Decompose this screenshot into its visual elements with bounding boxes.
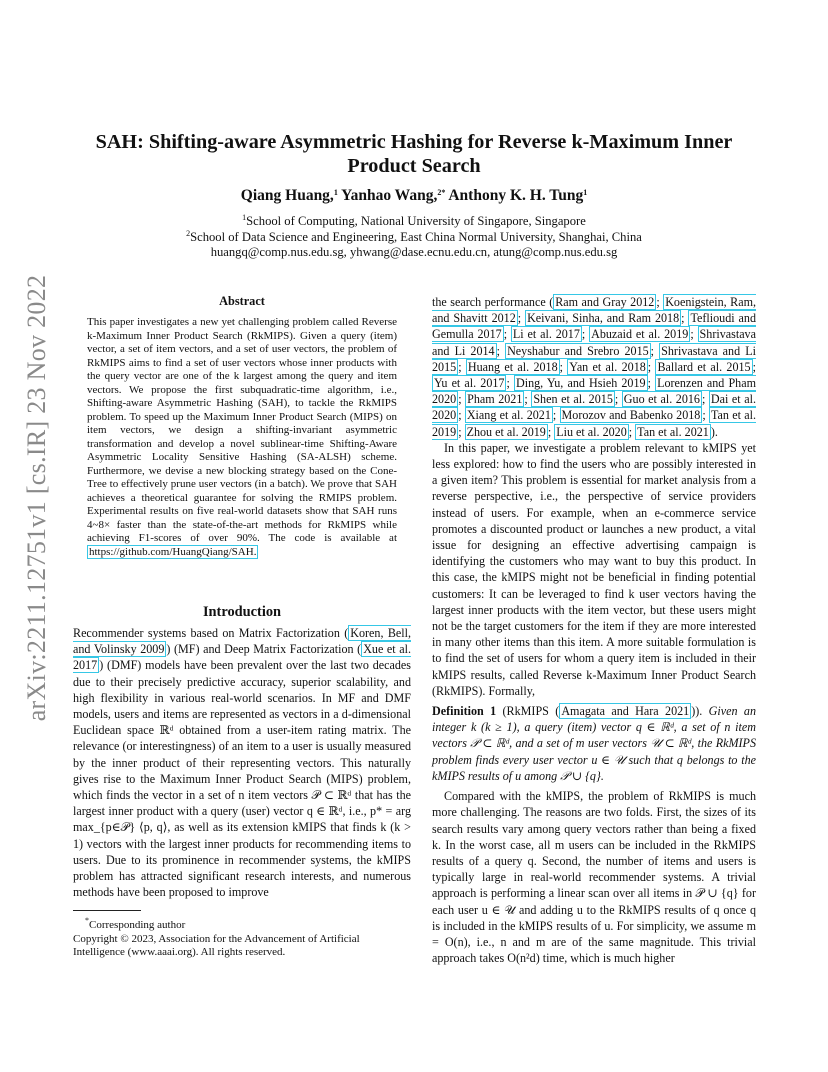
citation-link[interactable]: Shen et al. 2015 bbox=[533, 392, 613, 407]
footnote-rule bbox=[73, 910, 141, 911]
citation-link[interactable]: Morozov and Babenko 2018 bbox=[561, 408, 701, 423]
related-work-paragraph: the search performance ( Ram and Gray 2012 ; Koenigstein, Ram, and Shavitt 2012 ; Keivani, Sinha, and Ram 2018 ; Teflioudi and Gemulla 2017 ; Li et al. 2017 ; Abuzaid et al. 2019 ; Shrivastava and Li 2014 ; Neyshabur and Srebro 2015 ; Shrivastava and Li 2015 ; Huang et al. 2018 ; Yan et al. 2018 ; Ballard et al. 2015 ; Yu et al. 2017 ; Ding, Yu, and Hsieh 2019 ; Lorenzen and Pham 2020 ; Pham 2021 ; Shen et al. 2015 ; Guo et al. 2016 ; Dai et al. 2020 ; Xiang et al. 2021 ; Morozov and Babenko 2018 ; Tan et al. 2019 ; Zhou et al. 2019 ; Liu et al. 2020 ; Tan et al. 2021 ). bbox=[432, 295, 756, 439]
citation-link[interactable]: Guo et al. 2016 bbox=[623, 392, 700, 407]
citation-link[interactable]: Lorenzen and Pham 2020 bbox=[432, 376, 756, 407]
citation-link[interactable]: Yu et al. 2017 bbox=[434, 376, 505, 391]
paper-title: SAH: Shifting-aware Asymmetric Hashing for Reverse k-Maximum Inner Product Search bbox=[95, 131, 733, 177]
author-list: Qiang Huang,$^1$ Yanhao Wang,$^{2*}$ Anthony K. H. Tung$^1$ bbox=[240, 187, 588, 204]
citation-link[interactable]: Pham 2021 bbox=[467, 392, 523, 407]
author-2: Yanhao Wang, bbox=[341, 187, 438, 204]
citation-link[interactable]: Zhou et al. 2019 bbox=[466, 424, 546, 439]
citation-link[interactable]: Ding, Yu, and Hsieh 2019 bbox=[515, 376, 646, 391]
citation-link[interactable]: Shrivastava and Li 2014 bbox=[432, 327, 756, 358]
citation-link[interactable]: Dai et al. 2020 bbox=[432, 392, 756, 423]
citation-link[interactable]: Xue et al. 2017 bbox=[73, 642, 411, 673]
author-1: Qiang Huang, bbox=[240, 187, 334, 204]
right-column bbox=[432, 294, 756, 966]
abstract-body: This paper investigates a new yet challenging problem called Reverse k-Maximum Inner Product Search (RkMIPS). Given a query (item) vector, a set of item vectors, and a set of user vectors, the problem of RkMIPS aims to find a set of user vectors whose inner products with the query vector are one of the k largest among the query and item vectors. We propose the first subquadratic-time algorithm, i.e., Shifting-aware Asymmetric Hashing (SAH), to tackle the RkMIPS problem. To speed up the Maximum Inner Product Search (MIPS) on item vectors, we design a shifting-invariant asymmetric transformation and develop a novel sublinear-time Shifting-Aware Asymmetric Locality Sensitive Hashing (SA-ALSH) scheme. Furthermore, we devise a new blocking strategy based on the Cone-Tree to effectively prune user vectors (in a batch). We prove that SAH achieves a theoretical guarantee for solving the RMIPS problem. Experimental results on five real-world datasets show that SAH runs 4~8× faster than the state-of-the-art methods for RkMIPS while achieving F1-scores of over 90%. The code is available at https://github.com/HuangQiang/SAH. bbox=[87, 316, 397, 558]
citation-link[interactable]: Ram and Gray 2012 bbox=[555, 295, 655, 309]
citation-link[interactable]: Huang et al. 2018 bbox=[467, 359, 558, 374]
citation-link[interactable]: Koenigstein, Ram, and Shavitt 2012 bbox=[432, 295, 756, 326]
problem-paragraph: In this paper, we investigate a problem relevant to kMIPS yet less explored: how to find the users who are possibly interested in a given item? This problem is essential for market analysis from a reverse perspective, i.e., the perspective of service providers instead of users. For example, when an e-commerce service promotes a discounted product or launches a new product, a vital issue for designing an effective advertising campaign is identifying the customers who may want to buy this product. In this case, the kMIPS might not be beneficial in finding potential customers: It can be leveraged to find k user vectors having the largest inner products with the item vector, but these users might not be the target customers for the item if they are more interested in many other items than this item. A more suitable formulation is to find the set of users for whom a query item is included in their kMIPS results, called Reverse k-Maximum Inner Product Search (RkMIPS). Formally, bbox=[432, 440, 756, 698]
citation-link[interactable]: Yan et al. 2018 bbox=[569, 359, 646, 374]
citation-link[interactable]: Abuzaid et al. 2019 bbox=[591, 327, 689, 342]
affiliation-2: $^2$School of Data Science and Engineering, East China Normal University, Shanghai, China bbox=[186, 229, 642, 244]
code-link[interactable]: https://github.com/HuangQiang/SAH. bbox=[89, 545, 257, 558]
abstract-heading: Abstract bbox=[219, 294, 265, 308]
citation-link[interactable]: Xiang et al. 2021 bbox=[466, 408, 551, 423]
citation-link[interactable]: Li et al. 2017 bbox=[512, 327, 580, 342]
affiliation-1: $^1$School of Computing, National University of Singapore, Singapore bbox=[242, 213, 586, 228]
citation-link[interactable]: Tan et al. 2019 bbox=[432, 408, 756, 439]
citation-link[interactable]: Shrivastava and Li 2015 bbox=[432, 343, 756, 374]
citation-link[interactable]: Neyshabur and Srebro 2015 bbox=[507, 343, 649, 358]
definition-1: Definition 1 (RkMIPS ( Amagata and Hara 2021 )). Given an integer k (k ≥ 1), a query (item) vector q ∈ ℝᵈ, a set of n item vectors 𝒫 ⊂ ℝᵈ, and a set of m user vectors 𝒰 ⊂ ℝᵈ, the RkMIPS problem finds every user vector u ∈ 𝒰 such that q belongs to the kMIPS results of u among 𝒫 ∪ {q}. bbox=[432, 704, 757, 783]
citation-link[interactable]: Keivani, Sinha, and Ram 2018 bbox=[527, 311, 680, 326]
intro-paragraph: Recommender systems based on Matrix Factorization ( Koren, Bell, and Volinsky 2009 ) (MF) and Deep Matrix Factorization ( Xue et al. 2017 ) (DMF) models have been prevalent over the last two decades due to their precisely predictive accuracy, superior scalability, and high flexibility in various real-world scenarios. In MF and DMF models, users and items are represented as vectors in a d-dimensional Euclidean space ℝᵈ obtained from a user-item rating matrix. The relevance (or interestingness) of an item to a user is usually measured by the inner product of their representing vectors. This naturally gives rise to the Maximum Inner Product Search (MIPS) problem, which finds the vector in a set of n item vectors 𝒫 ⊂ ℝᵈ that has the largest inner product with a query (user) vector q ∈ ℝᵈ, i.e., p* = arg max_{p∈𝒫} ⟨p, q⟩, as well as its extension kMIPS that finds k (k > 1) vectors with the largest inner products for recommending items to users. Due to its prominence in recommender systems, the kMIPS problem has attracted significant research interests, and numerous methods have been proposed to improve bbox=[73, 626, 411, 900]
citation-link[interactable]: Koren, Bell, and Volinsky 2009 bbox=[73, 626, 411, 657]
introduction-heading: Introduction bbox=[202, 604, 282, 620]
arxiv-stamp: arXiv:2211.12751v1 [cs.IR] 23 Nov 2022 bbox=[22, 274, 51, 722]
citation-link[interactable]: Tan et al. 2021 bbox=[637, 424, 709, 439]
author-emails: huangq@comp.nus.edu.sg, yhwang@dase.ecnu.edu.cn, atung@comp.nus.edu.sg bbox=[210, 245, 618, 259]
citation-link[interactable]: Teflioudi and Gemulla 2017 bbox=[432, 311, 756, 342]
citation-link[interactable]: Liu et al. 2020 bbox=[556, 424, 627, 439]
author-3: Anthony K. H. Tung bbox=[448, 187, 584, 204]
challenge-paragraph: Compared with the kMIPS, the problem of RkMIPS is much more challenging. The reasons are two folds. First, the sizes of its search results vary among query vectors rather than being a fixed k. In the worst case, all m users can be included in the RkMIPS results of a query q. Second, the number of items and users is typically large in real-world recommender systems. A trivial approach is performing a linear scan over all items in 𝒫 ∪ {q} for each user u ∈ 𝒰 and adding u to the RkMIPS results of q once q is included in the kMIPS results of u. For simplicity, we assume m = O(n), i.e., n and m are of the same magnitude. This trivial approach takes O(n²d) time, which is much higher bbox=[432, 789, 756, 966]
footnote: *Corresponding author Copyright © 2023, Association for the Advancement of Artificial Intelligence (www.aaai.org). All rights reserved. bbox=[73, 916, 360, 958]
citation-link[interactable]: Amagata and Hara 2021 bbox=[561, 704, 690, 719]
citation-link[interactable]: Ballard et al. 2015 bbox=[657, 359, 751, 374]
